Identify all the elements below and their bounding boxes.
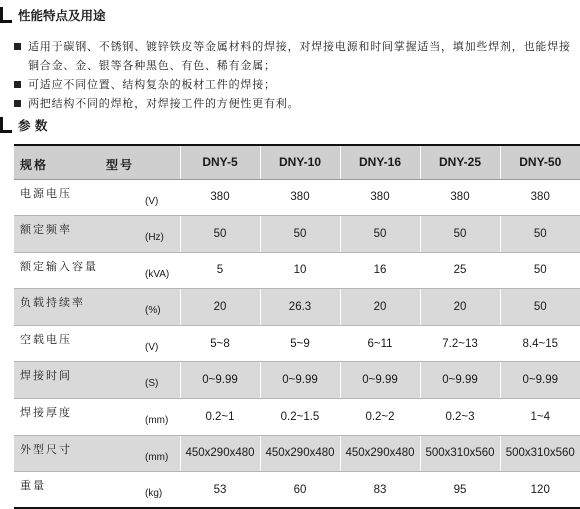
table-row <box>14 325 580 362</box>
param-name: 额定频率 <box>20 223 72 237</box>
model-label: 型号 <box>106 158 135 172</box>
value-cell: 6~11 <box>340 325 420 362</box>
value-cell: 83 <box>340 472 420 509</box>
feature-item <box>14 37 580 75</box>
param-unit: (mm) <box>145 451 169 463</box>
value-cell: 0~9.99 <box>180 362 260 399</box>
value-cell: 5~8 <box>180 325 260 362</box>
feature-text: 适用于碳钢、不锈钢、镀锌铁皮等金属材料的焊接，对焊接电源和时间掌握适当，填加些焊剂，也能焊接铜合金、金、银等各种黑色、有色、稀有金属； <box>28 40 571 72</box>
value-cell: 450x290x480 <box>340 435 420 472</box>
feature-list <box>14 37 580 113</box>
value-cell: 380 <box>420 179 500 216</box>
param-unit: (Hz) <box>145 232 164 244</box>
value-cell: 380 <box>180 179 260 216</box>
params-table <box>14 144 580 509</box>
value-cell: 0.2~2 <box>340 399 420 436</box>
param-name: 外型尺寸 <box>20 442 72 456</box>
value-cell: 60 <box>260 472 340 509</box>
feature-text: 可适应不同位置、结构复杂的板材工件的焊接； <box>28 78 276 91</box>
feature-item <box>14 94 580 113</box>
table-header-row <box>14 145 580 179</box>
value-cell: 500x310x560 <box>500 435 580 472</box>
value-cell: 380 <box>340 179 420 216</box>
param-cell <box>14 325 180 362</box>
value-cell: 0~9.99 <box>420 362 500 399</box>
value-cell: 0.2~1.5 <box>260 399 340 436</box>
param-cell <box>14 252 180 289</box>
section-marker-icon <box>0 117 12 133</box>
value-cell: 120 <box>500 472 580 509</box>
param-unit: (S) <box>145 378 159 390</box>
table-row <box>14 399 580 436</box>
model-header: DNY-10 <box>260 145 340 179</box>
param-unit: (kVA) <box>145 268 170 280</box>
value-cell: 10 <box>260 252 340 289</box>
param-name: 负载持续率 <box>20 296 85 310</box>
table-row <box>14 252 580 289</box>
value-cell: 20 <box>340 289 420 326</box>
table-row <box>14 216 580 253</box>
params-title: 参 数 <box>18 118 48 133</box>
param-unit: (%) <box>145 305 161 317</box>
value-cell: 5 <box>180 252 260 289</box>
param-name: 焊接厚度 <box>20 406 72 420</box>
table-row <box>14 435 580 472</box>
value-cell: 380 <box>500 179 580 216</box>
param-name: 重量 <box>20 479 46 493</box>
table-row <box>14 472 580 509</box>
param-cell <box>14 362 180 399</box>
param-cell <box>14 289 180 326</box>
value-cell: 380 <box>260 179 340 216</box>
value-cell: 0~9.99 <box>260 362 340 399</box>
square-bullet-icon <box>14 100 21 107</box>
value-cell: 50 <box>340 216 420 253</box>
params-table-body <box>14 179 580 508</box>
value-cell: 8.4~15 <box>500 325 580 362</box>
value-cell: 0.2~3 <box>420 399 500 436</box>
value-cell: 50 <box>500 252 580 289</box>
param-unit: (V) <box>145 341 159 353</box>
value-cell: 50 <box>500 216 580 253</box>
value-cell: 5~9 <box>260 325 340 362</box>
value-cell: 450x290x480 <box>180 435 260 472</box>
table-row <box>14 179 580 216</box>
value-cell: 450x290x480 <box>260 435 340 472</box>
param-unit: (V) <box>145 195 159 207</box>
param-unit: (mm) <box>145 415 169 427</box>
value-cell: 26.3 <box>260 289 340 326</box>
param-cell <box>14 435 180 472</box>
value-cell: 20 <box>420 289 500 326</box>
value-cell: 0~9.99 <box>340 362 420 399</box>
param-cell <box>14 179 180 216</box>
value-cell: 95 <box>420 472 500 509</box>
value-cell: 0~9.99 <box>500 362 580 399</box>
param-name: 电源电压 <box>20 186 72 200</box>
model-header: DNY-25 <box>420 145 500 179</box>
square-bullet-icon <box>14 81 21 88</box>
section-marker-icon <box>0 7 12 23</box>
param-cell <box>14 472 180 509</box>
model-header: DNY-16 <box>340 145 420 179</box>
param-cell <box>14 216 180 253</box>
value-cell: 50 <box>500 289 580 326</box>
value-cell: 50 <box>260 216 340 253</box>
spec-label: 规格 <box>20 158 49 172</box>
corner-header <box>14 145 180 179</box>
value-cell: 16 <box>340 252 420 289</box>
square-bullet-icon <box>14 43 21 50</box>
param-name: 焊接时间 <box>20 369 72 383</box>
value-cell: 0.2~1 <box>180 399 260 436</box>
value-cell: 50 <box>180 216 260 253</box>
value-cell: 500x310x560 <box>420 435 500 472</box>
value-cell: 25 <box>420 252 500 289</box>
model-header: DNY-50 <box>500 145 580 179</box>
param-name: 额定输入容量 <box>20 259 98 273</box>
value-cell: 1~4 <box>500 399 580 436</box>
param-unit: (kg) <box>145 488 163 500</box>
value-cell: 7.2~13 <box>420 325 500 362</box>
model-header: DNY-5 <box>180 145 260 179</box>
features-title: 性能特点及用途 <box>18 8 106 23</box>
value-cell: 50 <box>420 216 500 253</box>
feature-item <box>14 75 580 94</box>
feature-text: 两把结构不同的焊枪，对焊接工件的方便性更有利。 <box>28 97 300 110</box>
table-row <box>14 362 580 399</box>
table-row <box>14 289 580 326</box>
param-cell <box>14 399 180 436</box>
value-cell: 20 <box>180 289 260 326</box>
value-cell: 53 <box>180 472 260 509</box>
param-name: 空载电压 <box>20 332 72 346</box>
